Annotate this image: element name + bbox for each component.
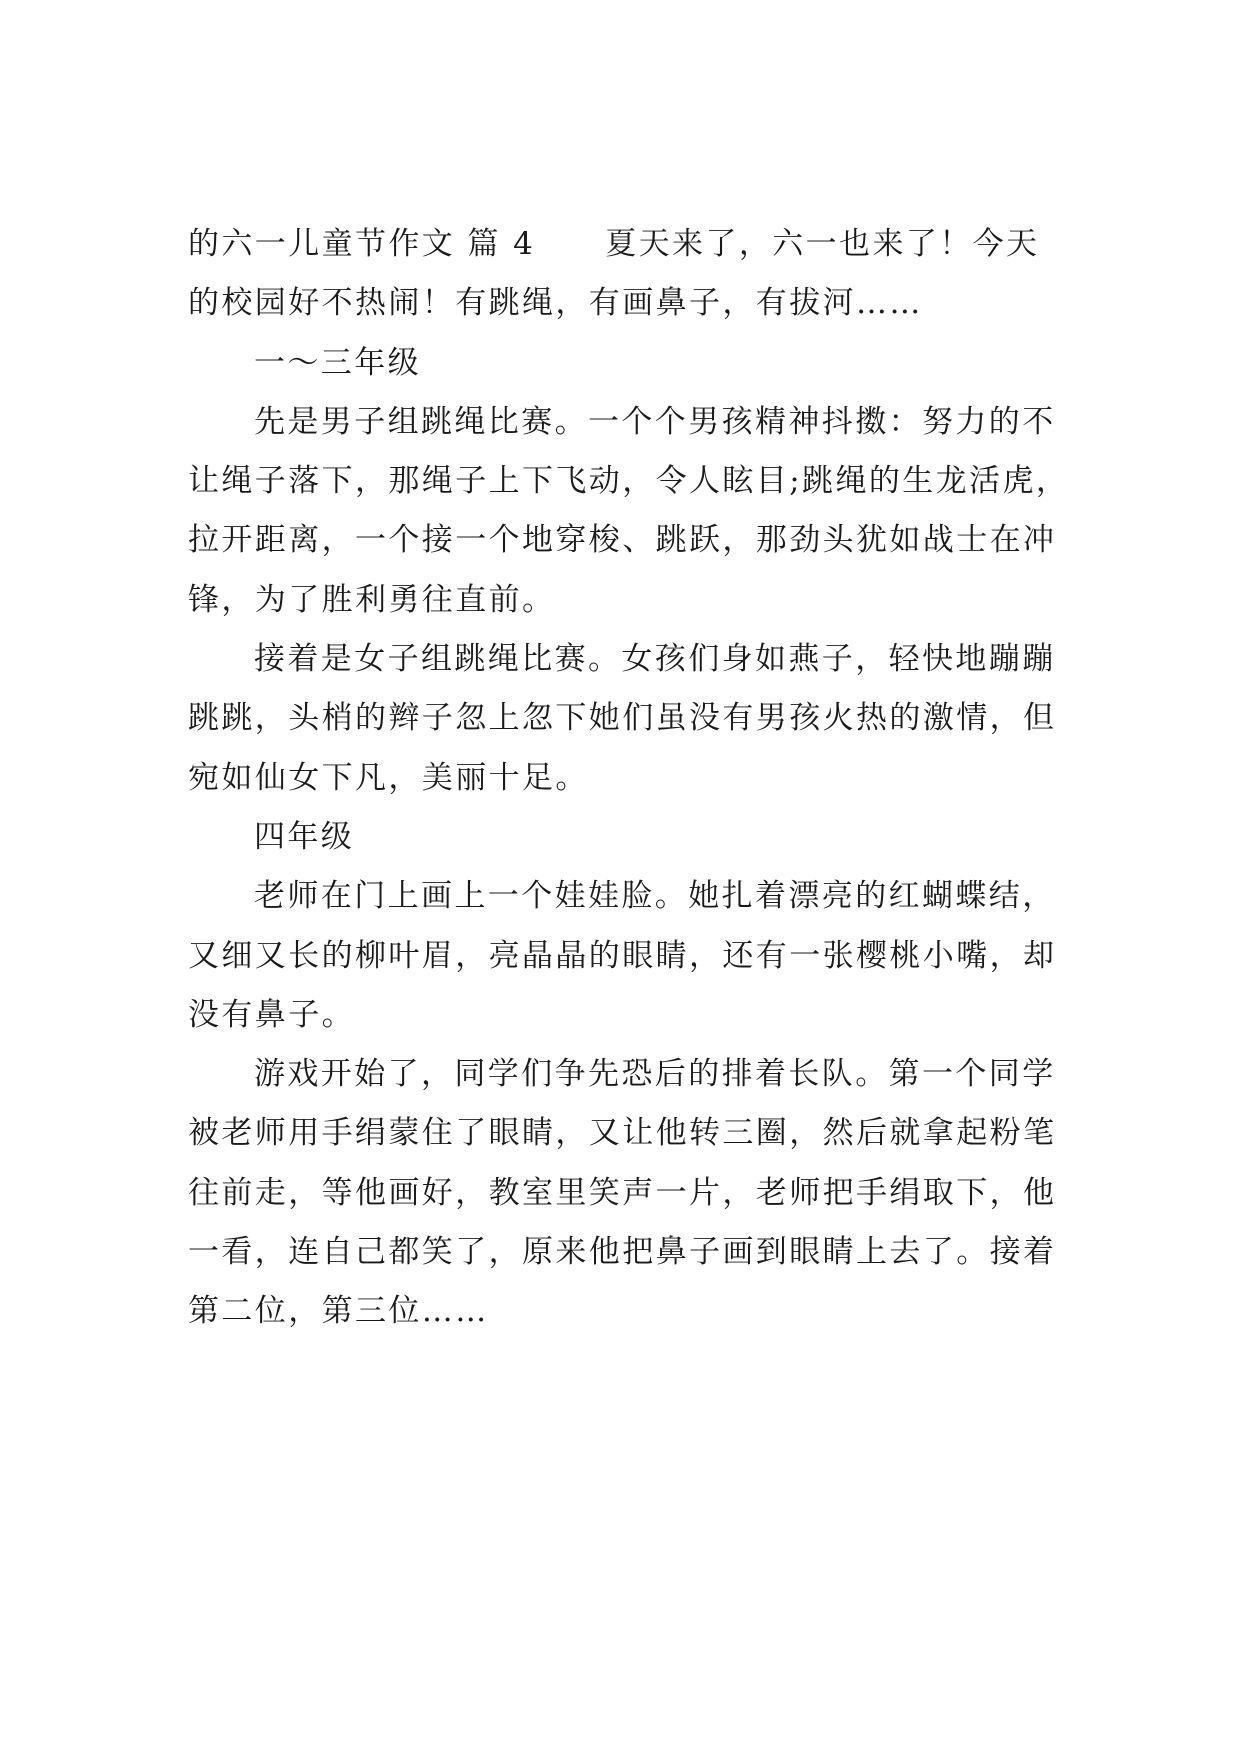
paragraph-start: 老师在门上画上一个娃娃脸。她扎着漂亮的红蝴蝶结，	[254, 878, 1056, 915]
text-line: 锋，为了胜利勇往直前。	[188, 581, 556, 618]
subheading-grade-4: 四年级	[254, 818, 355, 855]
text-line: 的校园好不热闹！有跳绳，有画鼻子，有拔河……	[188, 285, 923, 322]
text-line: 第二位，第三位……	[188, 1293, 489, 1330]
text-line: 夏天来了，六一也来了！今天	[605, 226, 1040, 262]
essay-title: 的六一儿童节作文	[188, 226, 456, 262]
text-line: 往前走，等他画好，教室里笑声一片，老师把手绢取下，他	[188, 1174, 1057, 1211]
subheading-grades-1-3: 一～三年级	[254, 344, 421, 381]
text-line: 又细又长的柳叶眉，亮晶晶的眼睛，还有一张樱桃小嘴，却	[188, 937, 1057, 974]
text-line: 拉开距离，一个接一个地穿梭、跳跃，那劲头犹如战士在冲	[188, 522, 1057, 559]
paragraph-start: 接着是女子组跳绳比赛。女孩们身如燕子，轻快地蹦蹦	[254, 641, 1056, 678]
section-label: 篇 4	[467, 226, 536, 262]
essay-body	[188, 215, 1070, 1342]
text-line: 没有鼻子。	[188, 996, 355, 1033]
title-line	[188, 215, 1058, 274]
paragraph-start: 先是男子组跳绳比赛。一个个男孩精神抖擞：努力的不	[254, 403, 1056, 440]
text-line: 让绳子落下，那绳子上下飞动，令人眩目;跳绳的生龙活虎，	[188, 463, 1070, 500]
text-line: 被老师用手绢蒙住了眼睛，又让他转三圈，然后就拿起粉笔	[188, 1115, 1057, 1152]
text-line: 跳跳，头梢的辫子忽上忽下她们虽没有男孩火热的激情，但	[188, 700, 1057, 737]
text-line: 一看，连自己都笑了，原来他把鼻子画到眼睛上去了。接着	[188, 1234, 1057, 1271]
text-line: 宛如仙女下凡，美丽十足。	[188, 759, 589, 796]
paragraph-start: 游戏开始了，同学们争先恐后的排着长队。第一个同学	[254, 1056, 1056, 1093]
